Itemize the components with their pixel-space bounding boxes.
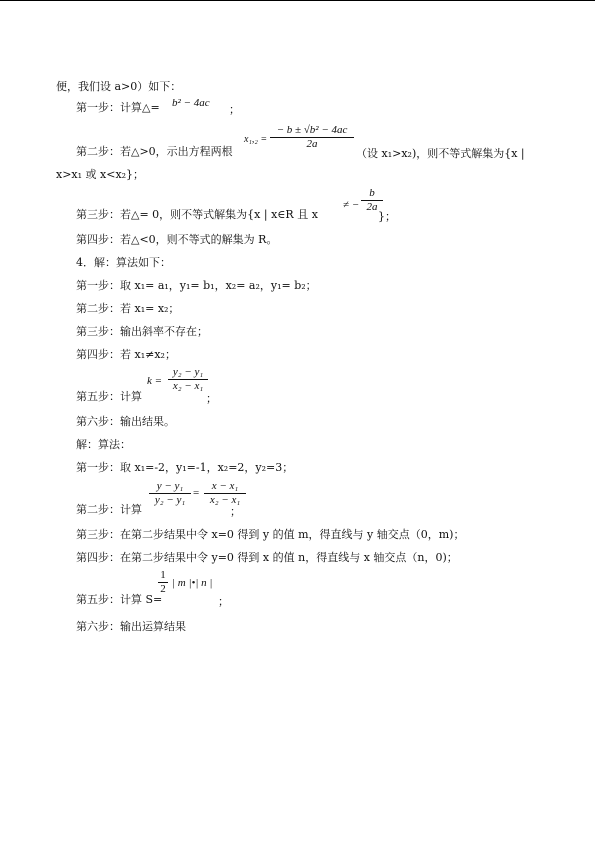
slope-lhs: k = bbox=[147, 375, 163, 387]
punct: ； bbox=[229, 103, 240, 116]
text-line: 第四步：在第二步结果中令 y=0 得到 x 的值 n，得直线与 x 轴交点（n，0)； bbox=[76, 551, 458, 564]
text-line: 第六步：输出运算结果 bbox=[76, 620, 186, 633]
text-line: 第二步：计算 bbox=[76, 503, 142, 516]
equals-sign: = bbox=[193, 487, 200, 499]
area-product: | m |•| n | bbox=[172, 577, 213, 589]
text-line bbox=[76, 101, 160, 115]
text-line: x>x₁ 或 x<x₂}； bbox=[56, 168, 145, 181]
punct: ； bbox=[218, 595, 229, 608]
roots-lhs: x₁,₂ = bbox=[244, 134, 268, 145]
text-line: 第四步：若△<0，则不等式的解集为 R。 bbox=[76, 233, 278, 246]
fraction-numerator: 1 bbox=[158, 569, 168, 583]
text-line: 第二步：若 x₁= x₂； bbox=[76, 302, 180, 315]
text-line: 第三步：输出斜率不存在； bbox=[76, 325, 208, 338]
line-eq-left-fraction bbox=[149, 480, 191, 507]
text-line: 第五步：计算 S= bbox=[76, 593, 163, 606]
punct: }； bbox=[378, 210, 396, 223]
text-line: （设 x₁>x₂)，则不等式解集为{x | bbox=[356, 147, 525, 160]
text-line: 第一步：取 x₁= a₁，y₁= b₁，x₂= a₂，y₁= b₂； bbox=[76, 279, 317, 292]
section-heading: 解：算法： bbox=[76, 438, 131, 451]
header-rule bbox=[0, 0, 595, 1]
punct: ； bbox=[206, 392, 217, 405]
text-line: 第三步：在第二步结果中令 x=0 得到 y 的值 m，得直线与 y 轴交点（0，m)； bbox=[76, 528, 465, 541]
fraction-denominator: x₂ − x₁ bbox=[172, 380, 204, 392]
neq-sign: ≠ − bbox=[343, 199, 360, 211]
slope-fraction bbox=[168, 366, 208, 393]
section-heading: 4．解：算法如下： bbox=[76, 256, 171, 269]
fraction-numerator: y − y₁ bbox=[149, 480, 191, 494]
roots-numerator: − b ± √b² − 4ac bbox=[270, 124, 354, 138]
step-label: 第一步：计算△= bbox=[76, 101, 160, 114]
fraction-denominator: 2 bbox=[160, 583, 166, 595]
text-line: 第六步：输出结果。 bbox=[76, 415, 175, 428]
roots-denominator: 2a bbox=[306, 138, 318, 150]
roots-fraction bbox=[270, 124, 354, 151]
text-line: 第二步：若△>0，示出方程两根 bbox=[76, 145, 233, 158]
text-line: 第五步：计算 bbox=[76, 390, 142, 403]
text-line: 第四步：若 x₁≠x₂； bbox=[76, 348, 176, 361]
fraction-denominator: x₂ − x₁ bbox=[209, 494, 241, 506]
punct: ； bbox=[230, 505, 241, 518]
formula-discriminant: b² − 4ac bbox=[172, 97, 210, 109]
fraction-numerator: x − x₁ bbox=[204, 480, 246, 494]
text-line: 第三步：若△= 0，则不等式解集为{x | x∈R 且 x bbox=[76, 208, 318, 221]
text-line: 便，我们设 a>0）如下： bbox=[56, 80, 182, 93]
fraction-numerator: y₂ − y₁ bbox=[168, 366, 208, 380]
text-line: 第一步：取 x₁=-2，y₁=-1，x₂=2，y₂=3； bbox=[76, 461, 294, 474]
half-fraction bbox=[158, 569, 168, 596]
fraction-denominator: 2a bbox=[366, 201, 378, 213]
fraction-denominator: y₂ − y₁ bbox=[154, 494, 186, 506]
fraction-numerator: b bbox=[361, 187, 383, 201]
